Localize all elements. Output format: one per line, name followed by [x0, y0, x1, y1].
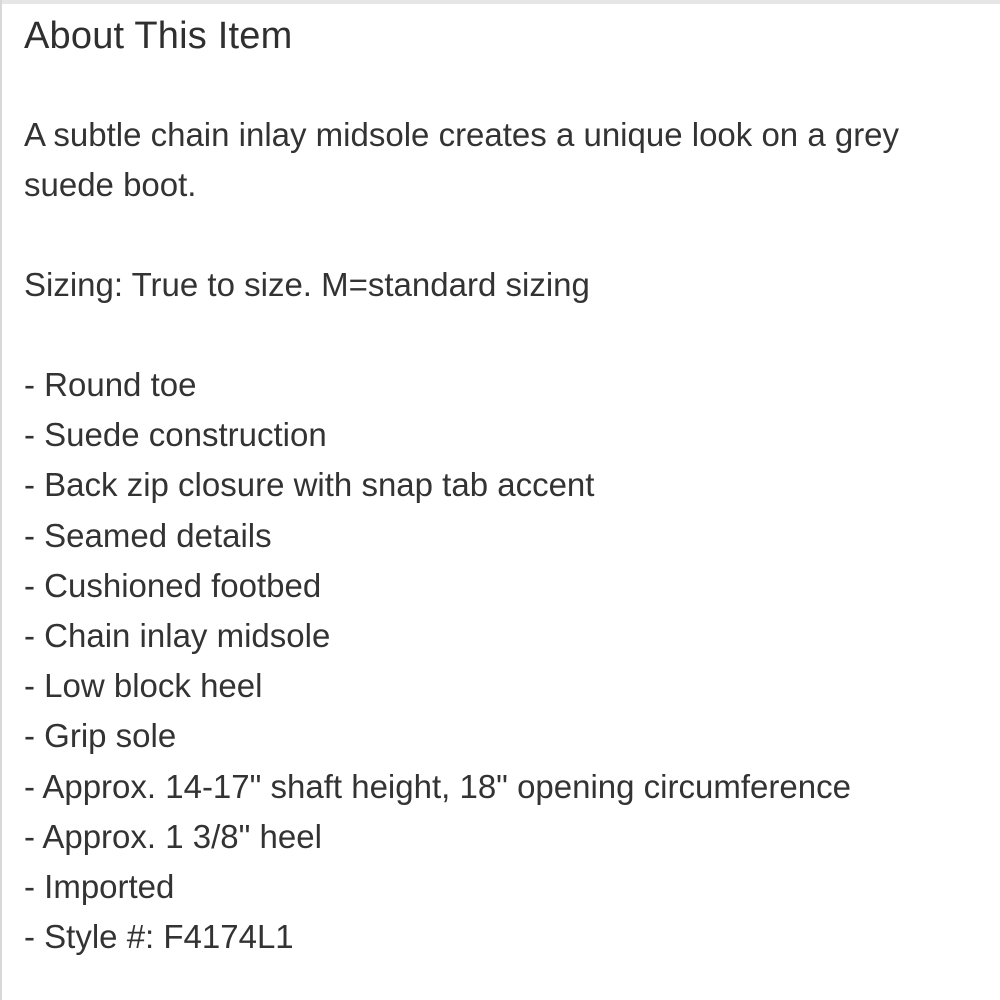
feature-item: - Imported [24, 868, 175, 906]
left-divider [0, 0, 2, 1000]
feature-item: - Approx. 1 3/8" heel [24, 817, 322, 855]
product-description: A subtle chain inlay midsole creates a unique look on a grey suede boot. [24, 116, 900, 203]
feature-item: - Approx. 14-17" shaft height, 18" opening circumference [24, 767, 851, 805]
sizing-info: Sizing: True to size. M=standard sizing [24, 266, 590, 303]
feature-item: - Suede construction [24, 416, 327, 454]
feature-item: - Grip sole [24, 717, 177, 755]
feature-item: - Low block heel [24, 667, 263, 705]
feature-item: - Seamed details [24, 516, 272, 554]
feature-item: - Style #: F4174L1 [24, 918, 294, 956]
top-divider [0, 0, 1000, 4]
about-this-item-section [24, 10, 984, 962]
feature-item: - Round toe [24, 366, 197, 403]
feature-item: - Back zip closure with snap tab accent [24, 466, 595, 504]
feature-item: - Chain inlay midsole [24, 617, 331, 655]
section-title: About This Item [24, 15, 293, 57]
feature-item: - Cushioned footbed [24, 566, 322, 604]
feature-list [24, 360, 984, 962]
